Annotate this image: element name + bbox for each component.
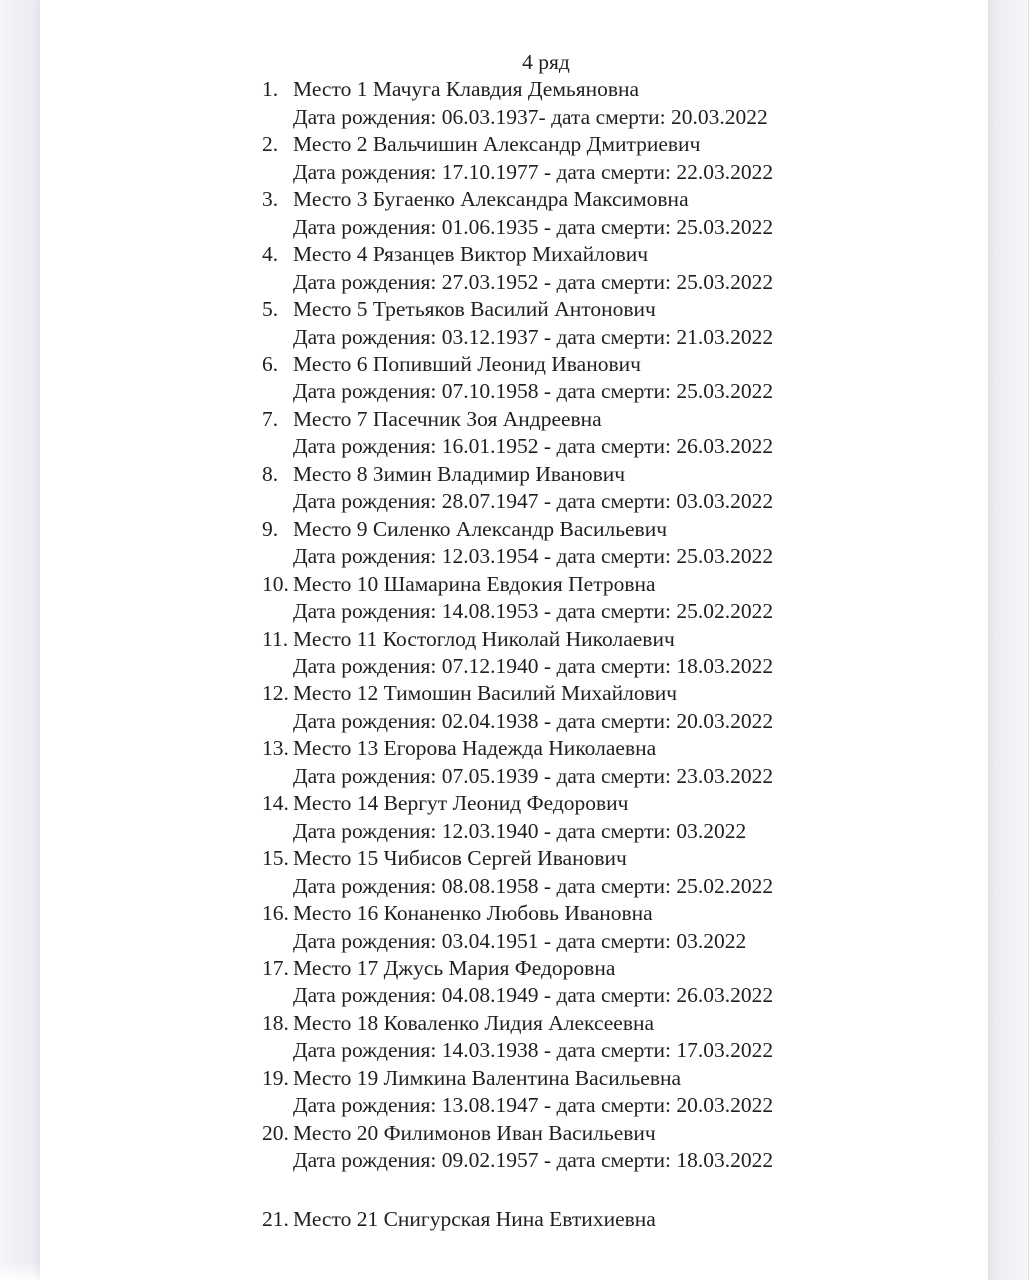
list-item xyxy=(262,955,830,1010)
entry-number: 2. xyxy=(262,132,279,157)
list-item xyxy=(262,680,830,735)
list-item xyxy=(262,735,830,790)
list-item xyxy=(262,1120,830,1175)
entry-dates: Дата рождения: 14.08.1953 - дата смерти: 25.02.2022 xyxy=(293,599,774,624)
entry-name: Место 8 Зимин Владимир Иванович xyxy=(293,461,626,486)
entry-name: Место 20 Филимонов Иван Васильевич xyxy=(293,1120,656,1145)
entry-dates: Дата рождения: 16.01.1952 - дата смерти: 26.03.2022 xyxy=(293,434,774,459)
entry-name: Место 1 Мачуга Клавдия Демьяновна xyxy=(293,77,640,102)
entry-dates: Дата рождения: 01.06.1935 - дата смерти: 25.03.2022 xyxy=(293,214,774,239)
entry-dates: Дата рождения: 07.05.1939 - дата смерти: 23.03.2022 xyxy=(293,763,774,788)
entry-dates: Дата рождения: 03.12.1937 - дата смерти: 21.03.2022 xyxy=(293,324,774,349)
entry-number: 6. xyxy=(262,351,279,376)
entry-name: Место 13 Егорова Надежда Николаевна xyxy=(293,736,657,761)
list-item xyxy=(262,845,830,900)
entry-name: Место 10 Шамарина Евдокия Петровна xyxy=(293,571,656,596)
list-item xyxy=(262,351,830,406)
entry-dates: Дата рождения: 07.10.1958 - дата смерти: 25.03.2022 xyxy=(293,379,774,404)
entry-dates: Дата рождения: 04.08.1949 - дата смерти: 26.03.2022 xyxy=(293,983,774,1008)
entry-name: Место 19 Лимкина Валентина Васильевна xyxy=(293,1065,682,1090)
entry-number: 4. xyxy=(262,242,279,267)
list-item xyxy=(262,1065,830,1120)
entry-name: Место 16 Конаненко Любовь Ивановна xyxy=(293,901,653,926)
entry-dates: Дата рождения: 08.08.1958 - дата смерти: 25.02.2022 xyxy=(293,873,774,898)
list-item xyxy=(262,1010,830,1065)
list-item xyxy=(262,186,830,241)
entry-number: 17. xyxy=(262,955,289,980)
entry-number: 10. xyxy=(262,571,289,596)
list-item xyxy=(262,1206,830,1233)
entry-dates: Дата рождения: 02.04.1938 - дата смерти: 20.03.2022 xyxy=(293,708,774,733)
list-item xyxy=(262,131,830,186)
entry-number: 1. xyxy=(262,77,279,102)
entry-name: Место 9 Силенко Александр Васильевич xyxy=(293,516,668,541)
entry-dates: Дата рождения: 13.08.1947 - дата смерти: 20.03.2022 xyxy=(293,1093,774,1118)
entry-number: 19. xyxy=(262,1065,289,1090)
list-item xyxy=(262,406,830,461)
list-item xyxy=(262,900,830,955)
entry-number: 20. xyxy=(262,1120,289,1145)
entry-number: 7. xyxy=(262,406,279,431)
entry-name: Место 6 Попивший Леонид Иванович xyxy=(293,351,641,376)
entry-number: 5. xyxy=(262,297,279,322)
entry-number: 18. xyxy=(262,1010,289,1035)
entry-name: Место 11 Костоглод Николай Николаевич xyxy=(293,626,675,651)
entry-dates: Дата рождения: 28.07.1947 - дата смерти: 03.03.2022 xyxy=(293,489,774,514)
entry-name: Место 18 Коваленко Лидия Алексеевна xyxy=(293,1010,655,1035)
list-item xyxy=(262,241,830,296)
entry-dates: Дата рождения: 12.03.1940 - дата смерти: 03.2022 xyxy=(293,818,747,843)
blank-line xyxy=(262,1175,830,1206)
document-title: 4 ряд xyxy=(522,50,570,74)
entry-dates: Дата рождения: 06.03.1937- дата смерти: 20.03.2022 xyxy=(293,104,768,129)
entry-number: 15. xyxy=(262,846,289,871)
list-item xyxy=(262,790,830,845)
list-item xyxy=(262,626,830,681)
entry-name: Место 5 Третьяков Василий Антонович xyxy=(293,297,656,322)
list-item xyxy=(262,571,830,626)
entry-name: Место 21 Снигурская Нина Евтихиевна xyxy=(293,1206,656,1231)
document-page xyxy=(40,0,988,1280)
entry-dates: Дата рождения: 14.03.1938 - дата смерти: 17.03.2022 xyxy=(293,1038,774,1063)
viewer-background-left xyxy=(0,0,40,1280)
entry-name: Место 15 Чибисов Сергей Иванович xyxy=(293,846,627,871)
entry-number: 21. xyxy=(262,1206,289,1231)
entry-dates: Дата рождения: 17.10.1977 - дата смерти: 22.03.2022 xyxy=(293,159,774,184)
entry-number: 16. xyxy=(262,901,289,926)
entry-dates: Дата рождения: 12.03.1954 - дата смерти: 25.03.2022 xyxy=(293,544,774,569)
entry-number: 3. xyxy=(262,187,279,212)
entry-name: Место 7 Пасечник Зоя Андреевна xyxy=(293,406,602,431)
list-item xyxy=(262,516,830,571)
entry-number: 13. xyxy=(262,736,289,761)
entry-number: 8. xyxy=(262,461,279,486)
document-content xyxy=(262,49,830,1233)
entry-name: Место 14 Вергут Леонид Федорович xyxy=(293,791,629,816)
entry-name: Место 17 Джусь Мария Федоровна xyxy=(293,955,616,980)
viewer-background-right xyxy=(988,0,1031,1280)
entries-list xyxy=(262,76,830,1233)
list-item xyxy=(262,76,830,131)
list-item xyxy=(262,461,830,516)
entry-number: 14. xyxy=(262,791,289,816)
entry-number: 12. xyxy=(262,681,289,706)
entry-dates: Дата рождения: 07.12.1940 - дата смерти: 18.03.2022 xyxy=(293,653,774,678)
entry-number: 11. xyxy=(262,626,289,651)
entry-number: 9. xyxy=(262,516,279,541)
entry-name: Место 4 Рязанцев Виктор Михайлович xyxy=(293,242,649,267)
entry-name: Место 12 Тимошин Василий Михайлович xyxy=(293,681,678,706)
entry-name: Место 2 Вальчишин Александр Дмитриевич xyxy=(293,132,701,157)
entry-dates: Дата рождения: 09.02.1957 - дата смерти: 18.03.2022 xyxy=(293,1148,774,1173)
entry-name: Место 3 Бугаенко Александра Максимовна xyxy=(293,187,689,212)
entry-dates: Дата рождения: 27.03.1952 - дата смерти: 25.03.2022 xyxy=(293,269,774,294)
list-item xyxy=(262,296,830,351)
entry-dates: Дата рождения: 03.04.1951 - дата смерти: 03.2022 xyxy=(293,928,747,953)
